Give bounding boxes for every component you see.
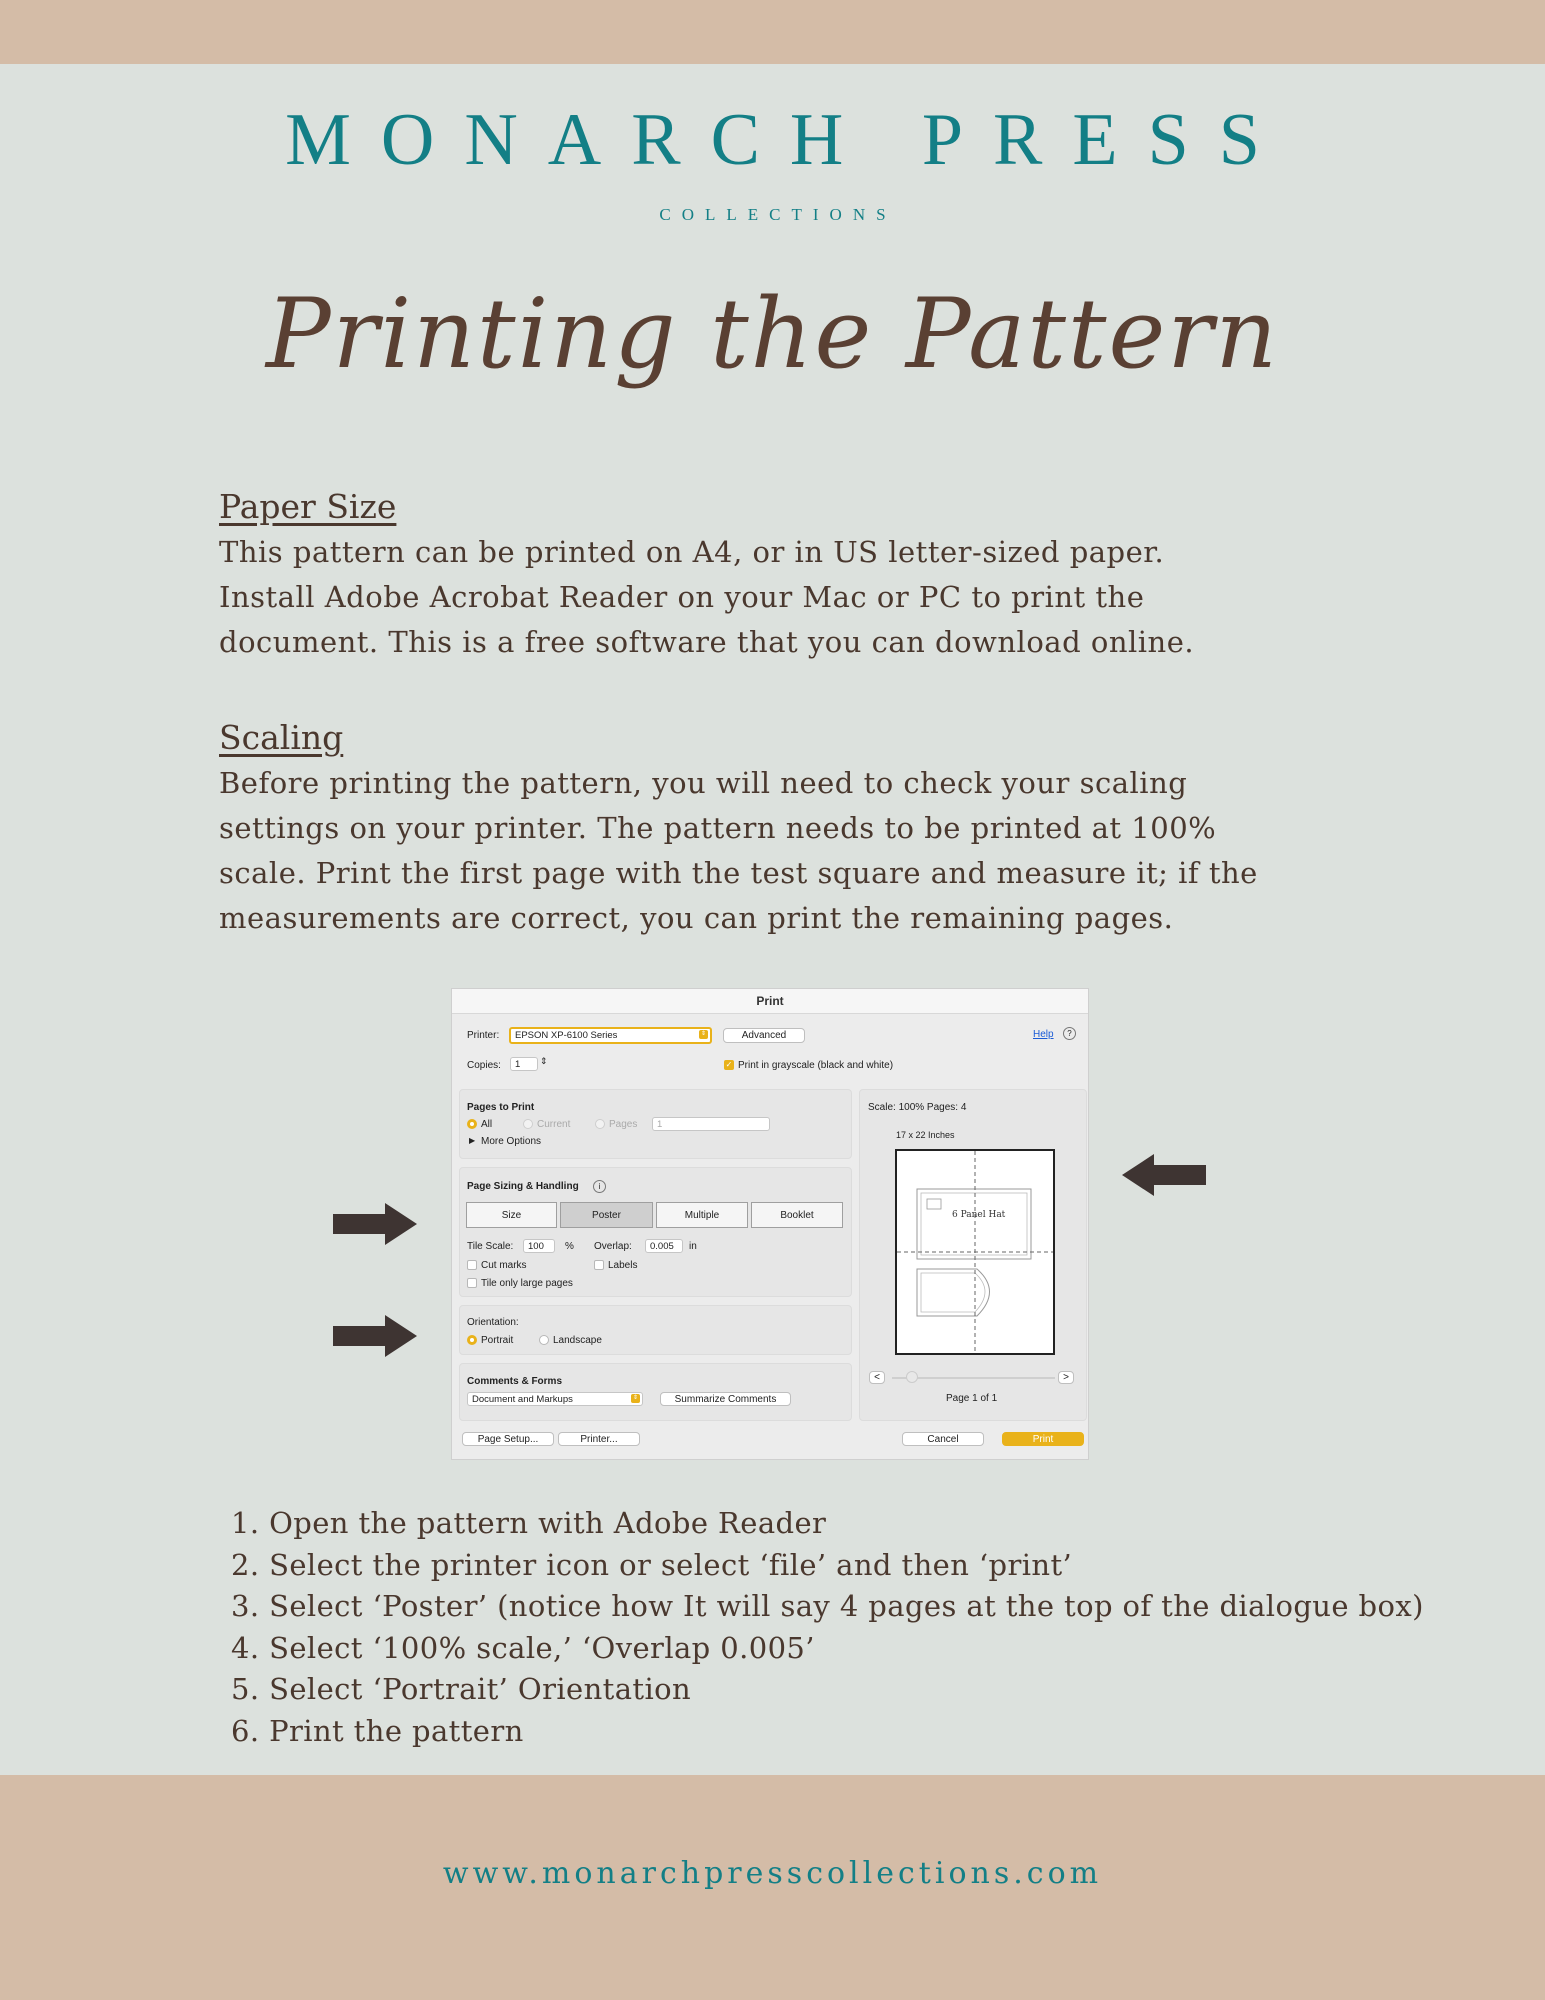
paper-size-section: [219, 484, 1339, 665]
brand-subtitle: COLLECTIONS: [659, 205, 897, 224]
labels-label: Labels: [608, 1260, 638, 1271]
paragraph-line: This pattern can be printed on A4, or in US letter-sized paper.: [219, 535, 1165, 569]
printer-label: Printer:: [467, 1030, 500, 1041]
paragraph-line: Install Adobe Acrobat Reader on your Mac or PC to print the: [219, 580, 1145, 614]
advanced-button[interactable]: Advanced: [723, 1028, 805, 1043]
grayscale-label: Print in grayscale (black and white): [738, 1060, 894, 1071]
pages-to-print-title: Pages to Print: [467, 1102, 535, 1113]
current-radio[interactable]: [523, 1119, 533, 1129]
poster-mode-button[interactable]: Poster: [560, 1202, 653, 1228]
multiple-mode-button[interactable]: Multiple: [656, 1202, 748, 1228]
more-options-label[interactable]: More Options: [481, 1136, 542, 1147]
help-link[interactable]: Help: [1033, 1029, 1054, 1040]
overlap-input[interactable]: 0.005: [645, 1239, 683, 1253]
footer-url[interactable]: www.monarchpresscollections.com: [442, 1856, 1103, 1891]
overlap-unit-label: in: [689, 1241, 697, 1252]
comments-select[interactable]: [467, 1392, 643, 1406]
printer-select[interactable]: [509, 1027, 712, 1044]
scaling-section: [219, 715, 1339, 941]
cut-marks-checkbox[interactable]: [467, 1260, 477, 1270]
pages-radio[interactable]: [595, 1119, 605, 1129]
step-item: 6. Print the pattern: [231, 1713, 524, 1748]
landscape-label: Landscape: [553, 1335, 602, 1346]
help-icon[interactable]: ?: [1063, 1027, 1076, 1040]
paragraph-line: Before printing the pattern, you will need to check your scaling: [219, 766, 1188, 800]
tile-large-label: Tile only large pages: [481, 1278, 573, 1289]
next-page-button[interactable]: >: [1058, 1371, 1074, 1384]
chevron-updown-icon: ⇕: [700, 1031, 707, 1037]
orientation-title: Orientation:: [467, 1317, 519, 1328]
pages-label: Pages: [609, 1119, 638, 1130]
page-sizing-title: Page Sizing & Handling: [467, 1181, 579, 1192]
percent-label: %: [565, 1241, 574, 1252]
paragraph-line: document. This is a free software that you can download online.: [219, 625, 1195, 659]
grayscale-checkbox[interactable]: ✓: [725, 1060, 733, 1069]
landscape-radio[interactable]: [539, 1335, 549, 1345]
step-item: 4. Select ‘100% scale,’ ‘Overlap 0.005’: [231, 1630, 815, 1665]
size-mode-button[interactable]: Size: [466, 1202, 557, 1228]
comments-select-value: Document and Markups: [472, 1394, 573, 1405]
copies-label: Copies:: [467, 1060, 501, 1071]
current-label: Current: [537, 1119, 571, 1130]
all-radio[interactable]: [467, 1119, 477, 1129]
scale-info: Scale: 100% Pages: 4: [868, 1102, 967, 1113]
all-label: All: [481, 1119, 493, 1130]
labels-checkbox[interactable]: [594, 1260, 604, 1270]
page-preview: [895, 1149, 1055, 1355]
section-heading: Paper Size: [219, 487, 397, 526]
cut-marks-label: Cut marks: [481, 1260, 527, 1271]
arrow-left-icon: [1122, 1154, 1206, 1196]
printer-button[interactable]: Printer...: [558, 1432, 640, 1446]
step-item: 3. Select ‘Poster’ (notice how It will say 4 pages at the top of the dialogue box): [231, 1589, 1424, 1623]
paper-size-info: 17 x 22 Inches: [896, 1130, 955, 1140]
steps-list: [231, 1503, 1531, 1752]
orientation-panel: [459, 1305, 852, 1355]
portrait-label: Portrait: [481, 1335, 514, 1346]
paragraph-line: measurements are correct, you can print the remaining pages.: [219, 901, 1174, 935]
page-title: Printing the Pattern: [265, 278, 1280, 390]
comments-title: Comments & Forms: [467, 1376, 563, 1387]
section-heading: Scaling: [219, 718, 344, 757]
chevron-updown-icon: ⇕: [632, 1395, 639, 1401]
cancel-button[interactable]: Cancel: [902, 1432, 984, 1446]
page-indicator: Page 1 of 1: [946, 1393, 998, 1404]
page-setup-button[interactable]: Page Setup...: [462, 1432, 554, 1446]
printer-select-value: EPSON XP-6100 Series: [515, 1030, 618, 1041]
stepper-icon[interactable]: ⇕: [540, 1056, 548, 1066]
prev-page-button[interactable]: <: [869, 1371, 885, 1384]
page-slider-thumb[interactable]: [906, 1371, 918, 1383]
dialog-title: Print: [452, 989, 1088, 1014]
step-item: 5. Select ‘Portrait’ Orientation: [231, 1672, 692, 1706]
summarize-comments-button[interactable]: Summarize Comments: [660, 1392, 791, 1406]
tile-scale-label: Tile Scale:: [467, 1241, 514, 1252]
pattern-preview-image: [897, 1151, 1053, 1353]
copies-input[interactable]: 1: [510, 1057, 538, 1071]
disclosure-triangle-icon[interactable]: ▶: [469, 1136, 476, 1145]
tile-scale-input[interactable]: 100: [523, 1239, 555, 1253]
info-icon[interactable]: i: [593, 1180, 606, 1193]
brand-title: MONARCH PRESS: [285, 99, 1290, 181]
booklet-mode-button[interactable]: Booklet: [751, 1202, 843, 1228]
arrow-right-icon: [333, 1315, 417, 1357]
paragraph-line: settings on your printer. The pattern needs to be printed at 100%: [219, 811, 1217, 845]
step-item: 1. Open the pattern with Adobe Reader: [231, 1506, 827, 1540]
arrow-right-icon: [333, 1203, 417, 1245]
tile-large-checkbox[interactable]: [467, 1278, 477, 1288]
preview-doc-title: 6 Panel Hat: [952, 1210, 1006, 1220]
print-dialog: [451, 988, 1089, 1460]
top-band: [0, 0, 1545, 64]
step-item: 2. Select the printer icon or select ‘file’ and then ‘print’: [231, 1547, 1073, 1582]
portrait-radio[interactable]: [467, 1335, 477, 1345]
overlap-label: Overlap:: [594, 1241, 632, 1252]
print-button[interactable]: Print: [1002, 1432, 1084, 1446]
pages-range-input[interactable]: 1: [652, 1117, 770, 1131]
paragraph-line: scale. Print the first page with the test square and measure it; if the: [219, 856, 1258, 890]
